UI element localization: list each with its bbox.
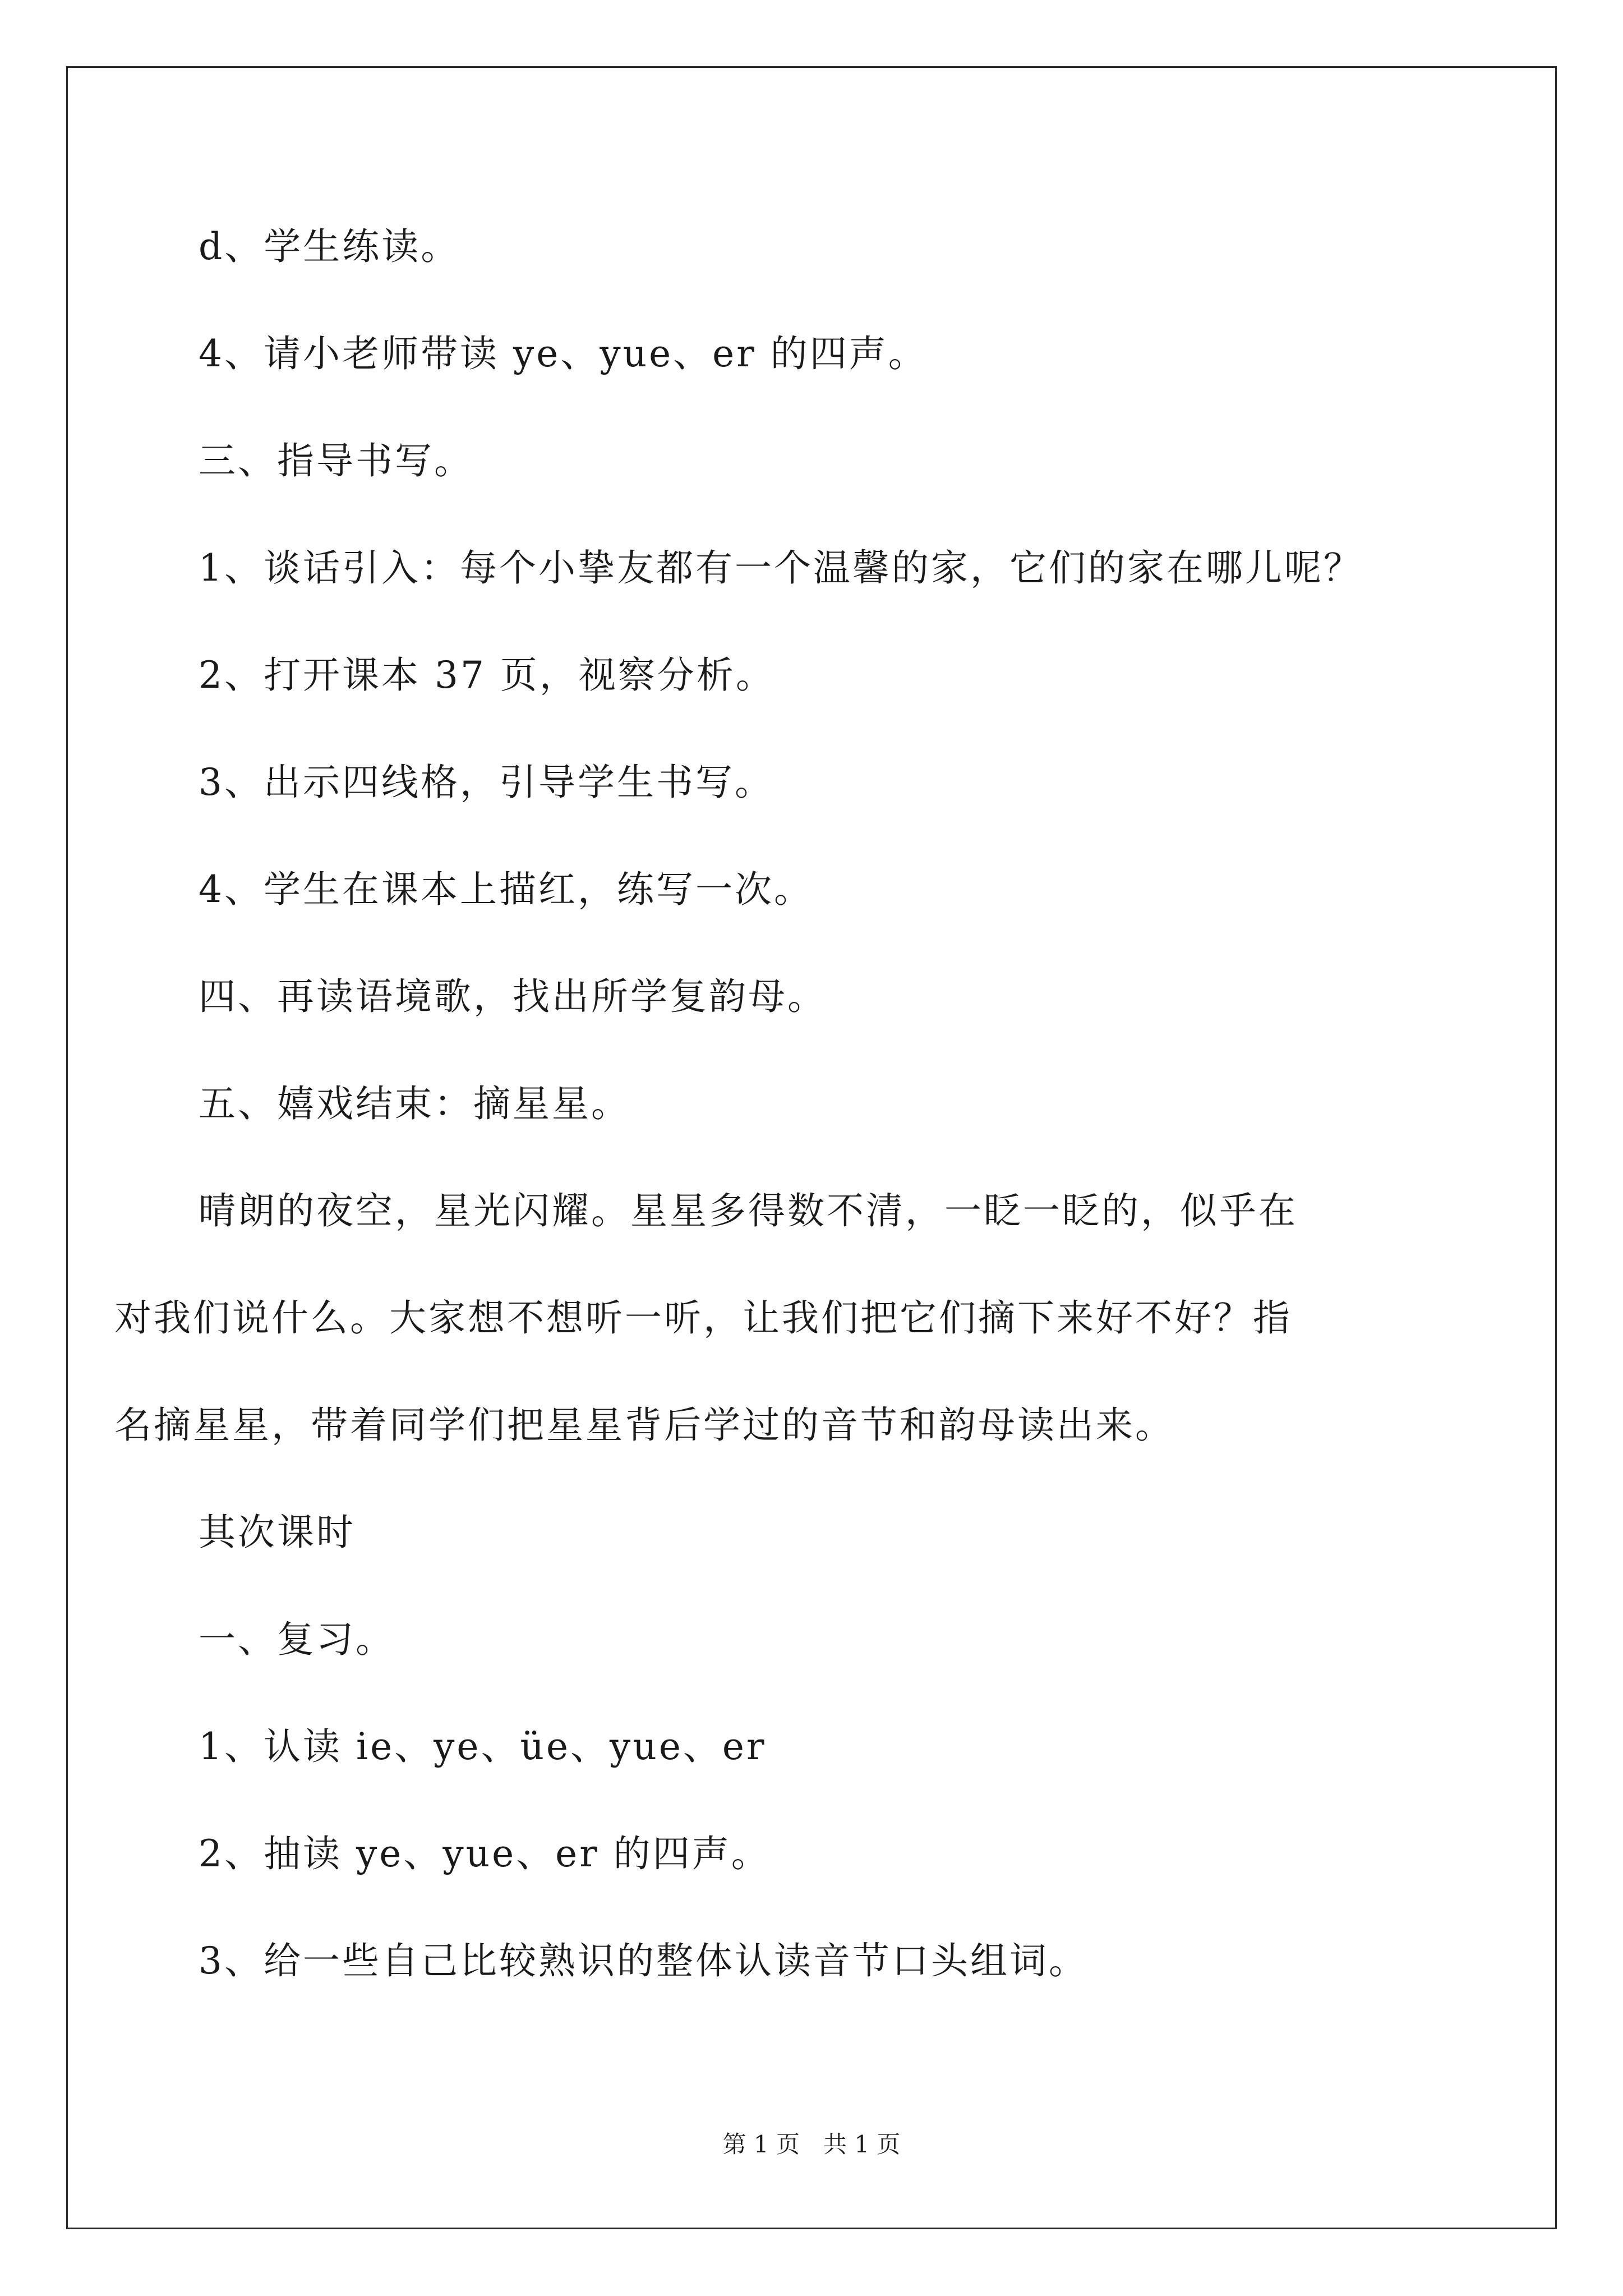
text-line: 1、谈话引入：每个小挚友都有一个温馨的家，它们的家在哪儿呢？ [199,546,1363,590]
text-line: 一、复习。 [199,1618,395,1661]
text-line: 其次课时 [199,1511,356,1554]
text-line: 2、抽读 ye、yue、er 的四声。 [199,1832,771,1875]
text-line: 四、再读语境歌，找出所学复韵母。 [199,975,827,1018]
text-line: 3、给一些自己比较熟识的整体认读音节口头组词。 [199,1939,1088,1982]
page-border [66,66,1557,2229]
text-line: 名摘星星，带着同学们把星星背后学过的音节和韵母读出来。 [114,1404,1174,1447]
text-line: 3、出示四线格，引导学生书写。 [199,761,774,804]
text-line: 4、学生在课本上描红，练写一次。 [199,868,813,911]
text-line: 五、嬉戏结束：摘星星。 [199,1082,630,1125]
text-line: 1、认读 ie、ye、üe、yue、er [199,1725,767,1768]
text-line: 三、指导书写。 [199,439,473,482]
text-line: 晴朗的夜空，星光闪耀。星星多得数不清，一眨一眨的，似乎在 [199,1189,1298,1232]
text-line: 4、请小老师带读 ye、yue、er 的四声。 [199,332,928,375]
page-footer: 第 1 页 共 1 页 [722,2131,901,2158]
text-line: 2、打开课本 37 页，视察分析。 [199,654,775,697]
text-line: 对我们说什么。大家想不想听一听，让我们把它们摘下来好不好？指 [114,1296,1292,1340]
text-line: d、学生练读。 [199,225,460,268]
